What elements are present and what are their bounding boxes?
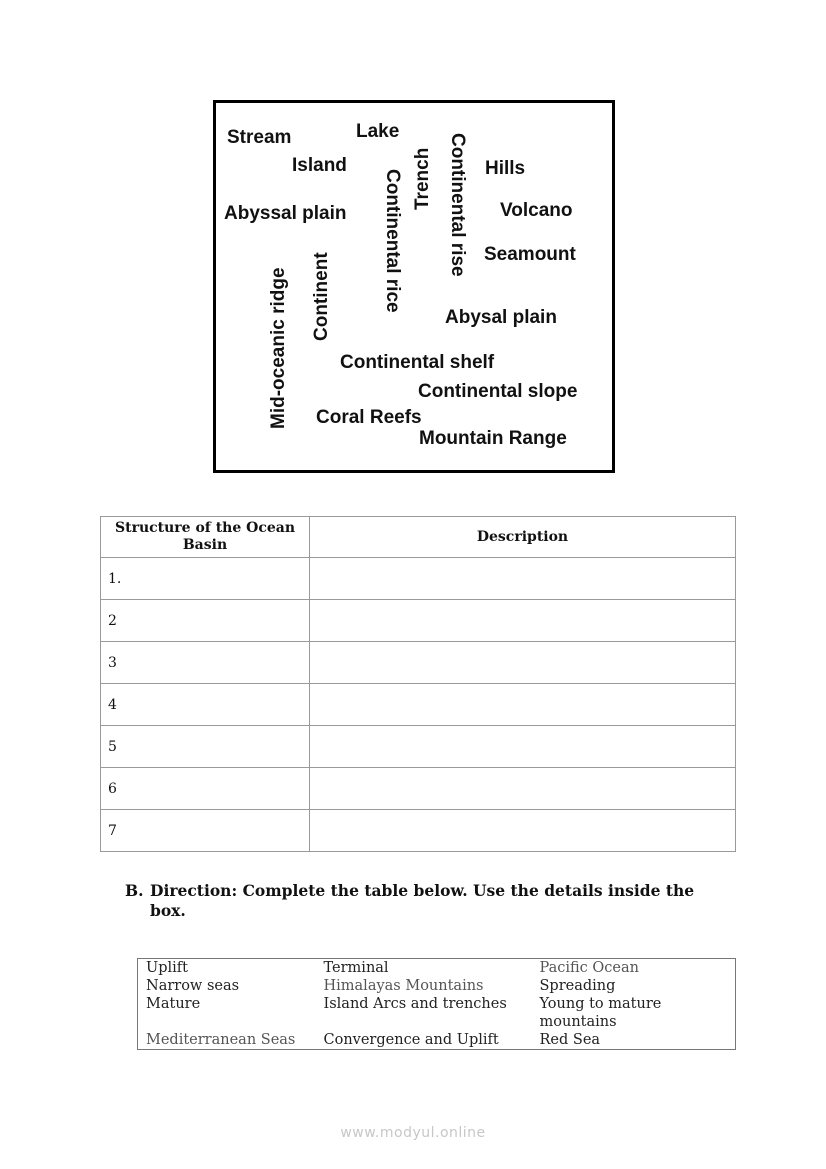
word-island: Island bbox=[292, 155, 347, 176]
row-description[interactable] bbox=[310, 558, 736, 600]
detail-cell: Narrow seas bbox=[146, 978, 240, 994]
word-box bbox=[213, 100, 615, 473]
header-description: Description bbox=[310, 517, 736, 558]
detail-cell: Young to mature mountains bbox=[539, 996, 662, 1030]
table-row bbox=[138, 995, 736, 1031]
word-lake: Lake bbox=[356, 121, 400, 142]
table-row bbox=[101, 600, 736, 642]
detail-cell: Himalayas Mountains bbox=[323, 978, 484, 994]
word-mountain-range: Mountain Range bbox=[419, 428, 567, 449]
row-number[interactable]: 1. bbox=[101, 558, 310, 600]
word-continental-rise: Continental rise bbox=[447, 133, 468, 277]
row-description[interactable] bbox=[310, 600, 736, 642]
word-seamount: Seamount bbox=[484, 244, 576, 265]
detail-cell: Convergence and Uplift bbox=[323, 1032, 499, 1048]
word-abyssal-plain: Abyssal plain bbox=[224, 203, 347, 224]
table-row bbox=[101, 768, 736, 810]
row-description[interactable] bbox=[310, 810, 736, 852]
ocean-basin-table bbox=[100, 516, 736, 852]
table-row bbox=[138, 1031, 736, 1050]
table-row bbox=[138, 959, 736, 978]
word-continental-slope: Continental slope bbox=[418, 381, 578, 402]
detail-cell: Spreading bbox=[539, 978, 616, 994]
detail-cell: Red Sea bbox=[539, 1032, 601, 1048]
details-box-table bbox=[137, 958, 736, 1050]
word-continent: Continent bbox=[311, 252, 332, 341]
row-number[interactable]: 2 bbox=[101, 600, 310, 642]
word-coral-reefs: Coral Reefs bbox=[316, 407, 422, 428]
row-description[interactable] bbox=[310, 642, 736, 684]
detail-cell: Uplift bbox=[146, 960, 188, 976]
detail-cell: Mediterranean Seas bbox=[146, 1032, 296, 1048]
word-hills: Hills bbox=[485, 158, 526, 179]
section-letter: B. bbox=[125, 881, 144, 900]
detail-cell: Mature bbox=[146, 996, 201, 1012]
row-number[interactable]: 6 bbox=[101, 768, 310, 810]
detail-cell: Island Arcs and trenches bbox=[323, 996, 507, 1012]
direction-line-2: box. bbox=[150, 901, 186, 920]
watermark: www.modyul.online bbox=[340, 1125, 486, 1141]
table-row bbox=[101, 558, 736, 600]
detail-cell: Pacific Ocean bbox=[539, 960, 639, 976]
header-structure: Structure of the Ocean Basin bbox=[101, 517, 310, 558]
row-number[interactable]: 7 bbox=[101, 810, 310, 852]
row-number[interactable]: 4 bbox=[101, 684, 310, 726]
word-abysal-plain: Abysal plain bbox=[445, 307, 557, 328]
row-number[interactable]: 5 bbox=[101, 726, 310, 768]
table-row bbox=[101, 684, 736, 726]
detail-cell: Terminal bbox=[323, 960, 389, 976]
table-row bbox=[101, 810, 736, 852]
row-number[interactable]: 3 bbox=[101, 642, 310, 684]
table-row bbox=[138, 977, 736, 995]
direction-line-1: Direction: Complete the table below. Use the details inside the bbox=[150, 881, 695, 900]
table-header-row bbox=[101, 517, 736, 558]
row-description[interactable] bbox=[310, 768, 736, 810]
row-description[interactable] bbox=[310, 684, 736, 726]
word-stream: Stream bbox=[227, 127, 292, 148]
word-trench: Trench bbox=[412, 147, 433, 210]
word-volcano: Volcano bbox=[500, 200, 573, 221]
word-continental-rice: Continental rice bbox=[382, 169, 403, 313]
word-mid-oceanic-ridge: Mid-oceanic ridge bbox=[268, 267, 289, 429]
table-row bbox=[101, 726, 736, 768]
direction-instruction bbox=[125, 881, 745, 921]
word-continental-shelf: Continental shelf bbox=[340, 352, 495, 373]
table-row bbox=[101, 642, 736, 684]
row-description[interactable] bbox=[310, 726, 736, 768]
